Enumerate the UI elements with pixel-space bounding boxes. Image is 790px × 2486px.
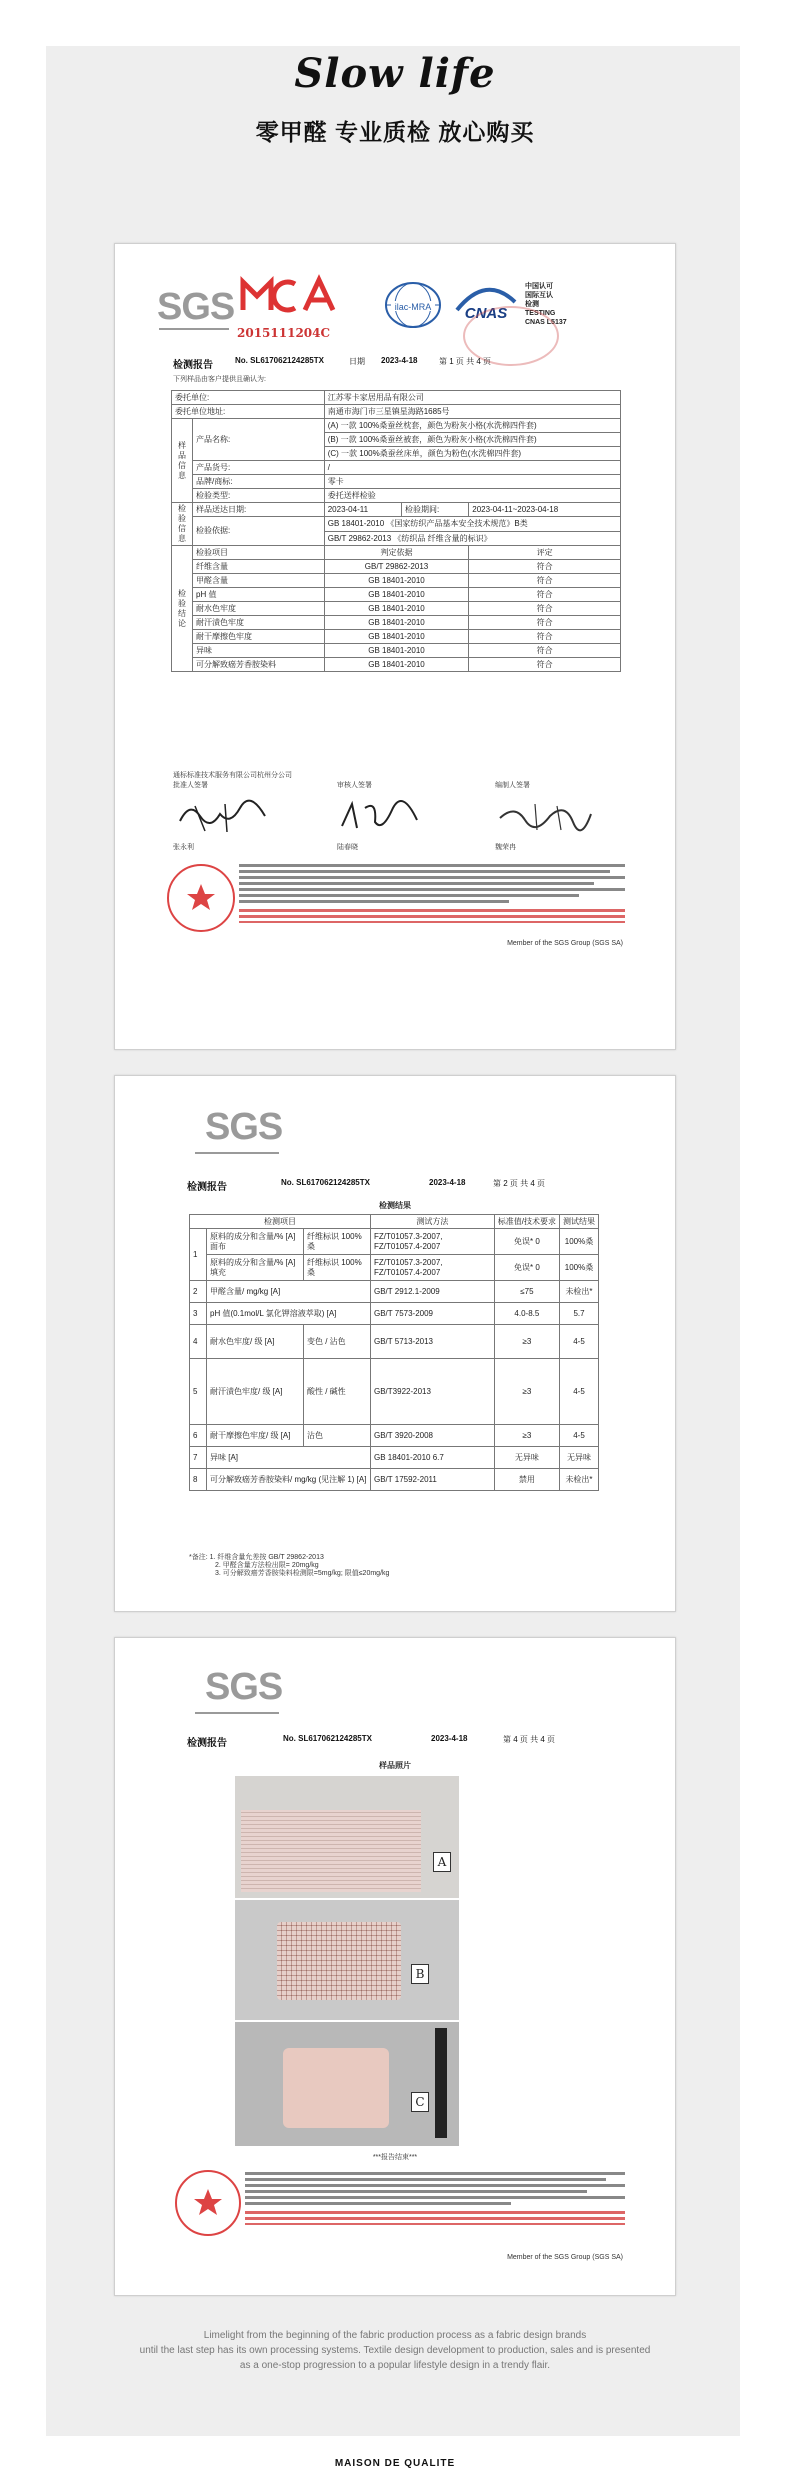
table-row: 耐水色牢度 GB 18401-2010 符合 — [172, 602, 621, 616]
sgs-member-text: Member of the SGS Group (SGS SA) — [507, 940, 623, 947]
approver-name: 张永利 — [173, 844, 194, 851]
report-label: 检测报告 — [187, 1738, 227, 1749]
sgs-logo: SGS — [157, 286, 235, 328]
notes: *备注: 1. 纤维含量允差按 GB/T 29862-2013 2. 甲醛含量方法检出限= 20mg/kg 3. 可分解致癌芳香胺染料检测限=5mg/kg; 限值≤20mg/kg — [189, 1554, 390, 1577]
table-row: 耐汗渍色牢度 GB 18401-2010 符合 — [172, 616, 621, 630]
table-row: 6 耐干摩擦色牢度/ 级 [A] 沾色 GB/T 3920-2008 ≥3 4-5 — [190, 1425, 599, 1447]
report-header — [187, 1178, 607, 1193]
page-number: 第 1 页 共 4 页 — [439, 357, 492, 366]
sgs-logo-line — [159, 328, 229, 330]
company-name: 通标标准技术服务有限公司杭州分公司 — [173, 772, 292, 779]
table-row: 7 异味 [A] GB 18401-2010 6.7 无异味 无异味 — [190, 1447, 599, 1469]
fabric-swatch-c — [283, 2048, 389, 2128]
sgs-logo: SGS — [205, 1666, 283, 1708]
inspection-seal — [175, 2170, 241, 2236]
sgs-member-text: Member of the SGS Group (SGS SA) — [507, 2254, 623, 2261]
sgs-logo-line — [195, 1152, 279, 1154]
table-row: 检验结论 检验项目 判定依据 评定 — [172, 546, 621, 560]
date-label: 日期 — [349, 357, 365, 366]
table-row: 纤维含量 GB/T 29862-2013 符合 — [172, 560, 621, 574]
report-label: 检测报告 — [173, 360, 213, 371]
cma-logo — [235, 272, 343, 326]
report-header — [187, 1734, 607, 1749]
table-row: 样品信息 产品名称: (A) 一款 100%桑蚕丝枕套，颜色为粉灰小格(水洗棉四件套) — [172, 419, 621, 433]
reviewer-name: 陆春晓 — [337, 844, 358, 851]
cma-number: 2015111204C — [237, 326, 331, 340]
ruler — [435, 2028, 447, 2138]
table-row: 检验依据: GB 18401-2010 《国家纺织产品基本安全技术规范》B类 — [172, 517, 621, 532]
report-date: 2023-4-18 — [381, 356, 418, 365]
report-date: 2023-4-18 — [429, 1178, 466, 1187]
table-row: 异味 GB 18401-2010 符合 — [172, 644, 621, 658]
table-row: 甲醛含量 GB 18401-2010 符合 — [172, 574, 621, 588]
hero-subtitle: 零甲醛 专业质检 放心购买 — [255, 119, 535, 145]
terms-text-block — [245, 2172, 625, 2225]
table-row: 检验类型: 委托送样检验 — [172, 489, 621, 503]
svg-text:ilac-MRA: ilac-MRA — [394, 302, 432, 312]
page-number: 第 2 页 共 4 页 — [493, 1179, 546, 1188]
table-row: 耐干摩擦色牢度 GB 18401-2010 符合 — [172, 630, 621, 644]
editor-signature — [495, 796, 595, 841]
section-title: 检测结果 — [379, 1201, 411, 1210]
footer-description: Limelight from the beginning of the fabric production process as a fabric design brands until the last step has its own processing systems. Textile design development to production, sales and is presented as a one-stop progression to a popular lifestyle design in a trendy flair. — [139, 2330, 651, 2371]
table-row: 可分解致癌芳香胺染料 GB 18401-2010 符合 — [172, 658, 621, 672]
table-row: 产品货号: / — [172, 461, 621, 475]
sample-info-table — [171, 390, 621, 672]
sample-photo-b — [235, 1900, 459, 2020]
report-page-2 — [114, 1075, 676, 1612]
brand-name: MAISON DE QUALITE — [334, 2458, 456, 2469]
fabric-swatch-a — [241, 1810, 421, 1892]
reviewer-role: 审核人签署 — [337, 782, 372, 789]
photo-label-c: C — [411, 2092, 429, 2112]
approver-role: 批准人签署 — [173, 782, 208, 789]
report-end: ***报告结束*** — [372, 2154, 418, 2161]
report-label: 检测报告 — [187, 1182, 227, 1193]
table-row: GB/T 29862-2013 《纺织品 纤维含量的标识》 — [172, 532, 621, 546]
table-row: 4 耐水色牢度/ 级 [A] 变色 / 沾色 GB/T 5713-2013 ≥3 4-5 — [190, 1325, 599, 1359]
table-row: (C) 一款 100%桑蚕丝床单，颜色为粉色(水洗棉四件套) — [172, 447, 621, 461]
table-row: 1 原料的成分和含量/% [A]面布 纤维标识 100%桑 FZ/T01057.3-2007, FZ/T01057.4-2007 免误* 0 100%桑 — [190, 1229, 599, 1255]
photo-label-a: A — [433, 1852, 451, 1872]
report-number: No. SL617062124285TX — [283, 1734, 372, 1743]
table-row: 原料的成分和含量/% [A]填充 纤维标识 100%桑 FZ/T01057.3-2007, FZ/T01057.4-2007 免误* 0 100%桑 — [190, 1255, 599, 1281]
photo-label-b: B — [411, 1964, 429, 1984]
hero-title: Slow life — [294, 50, 496, 97]
approver-signature — [175, 796, 275, 841]
report-page-1 — [114, 243, 676, 1050]
table-row: 品牌/商标: 零卡 — [172, 475, 621, 489]
editor-name: 魏荣冉 — [495, 844, 516, 851]
svg-text:CNAS: CNAS — [464, 305, 508, 322]
reviewer-signature — [337, 796, 427, 841]
inspection-seal — [167, 864, 235, 932]
report-number: No. SL617062124285TX — [235, 356, 324, 365]
sample-photo-a — [235, 1776, 459, 1898]
intro-text: 下列样品由客户提供且确认为: — [173, 376, 266, 383]
table-row: 检验信息 样品送达日期: 2023-04-11 检验期间: 2023-04-11~2023-04-18 — [172, 503, 621, 517]
sample-photo-c — [235, 2022, 459, 2146]
sgs-logo: SGS — [205, 1106, 283, 1148]
table-row: 3 pH 值(0.1mol/L 氯化钾溶液萃取) [A] GB/T 7573-2009 4.0-8.5 5.7 — [190, 1303, 599, 1325]
report-page-3 — [114, 1637, 676, 2296]
fabric-swatch-b — [277, 1922, 401, 2000]
table-row: 2 甲醛含量/ mg/kg [A] GB/T 2912.1-2009 ≤75 未检出* — [190, 1281, 599, 1303]
report-number: No. SL617062124285TX — [281, 1178, 370, 1187]
table-header-row: 检测项目 测试方法 标准值/技术要求 测试结果 — [190, 1215, 599, 1229]
terms-text-block — [239, 864, 625, 923]
editor-role: 编制人签署 — [495, 782, 530, 789]
page-number: 第 4 页 共 4 页 — [503, 1735, 556, 1744]
report-header — [173, 356, 623, 371]
report-date: 2023-4-18 — [431, 1734, 468, 1743]
table-row: 8 可分解致癌芳香胺染料/ mg/kg (见注解 1) [A] GB/T 17592-2011 禁用 未检出* — [190, 1469, 599, 1491]
cnas-accreditation-text: 中国认可 国际互认 检测 TESTING CNAS L5137 — [525, 283, 567, 326]
table-row: 委托单位: 江苏零卡家居用品有限公司 — [172, 391, 621, 405]
test-results-table — [189, 1214, 599, 1491]
section-title: 样品照片 — [379, 1761, 411, 1770]
table-row: 委托单位地址: 南通市海门市三星镇星海路1685号 — [172, 405, 621, 419]
table-row: (B) 一款 100%桑蚕丝被套，颜色为粉灰小格(水洗棉四件套) — [172, 433, 621, 447]
table-row: 5 耐汗渍色牢度/ 级 [A] 酸性 / 碱性 GB/T3922-2013 ≥3 4-5 — [190, 1359, 599, 1425]
ilac-mra-logo — [383, 280, 443, 330]
table-row: pH 值 GB 18401-2010 符合 — [172, 588, 621, 602]
sgs-logo-line — [195, 1712, 279, 1714]
